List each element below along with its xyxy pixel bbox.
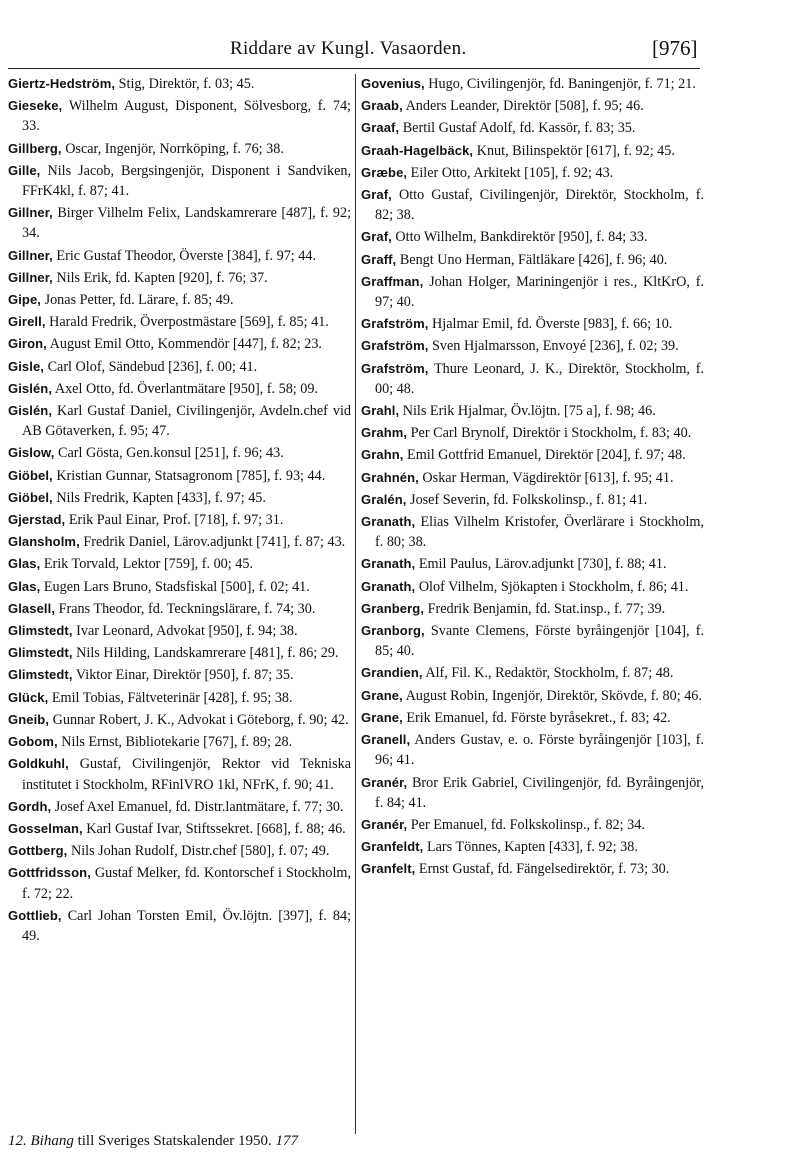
register-entry <box>8 599 351 619</box>
entry-text: Frans Theodor, fd. Teckningslärare, f. 74; 30. <box>58 600 316 617</box>
entry-name: Gralén, <box>361 491 407 507</box>
page-footer <box>8 1133 298 1150</box>
register-entry <box>8 312 351 332</box>
register-entry <box>8 246 351 266</box>
left-column <box>8 74 351 948</box>
entry-name: Grahnén, <box>361 469 419 485</box>
entry-text: Bertil Gustaf Adolf, fd. Kassör, f. 83; 35. <box>402 120 636 137</box>
entry-name: Grahl, <box>361 403 400 419</box>
register-entry <box>8 161 351 201</box>
entry-text: Karl Gustaf Daniel, Civilingenjör, Avdeln.chef vid AB Götaverken, f. 95; 47. <box>22 403 351 440</box>
entry-name: Glas, <box>8 578 41 594</box>
entry-text: Nils Johan Rudolf, Distr.chef [580], f. 07; 49. <box>70 843 330 860</box>
entry-name: Govenius, <box>361 76 425 91</box>
register-entry <box>8 554 351 574</box>
register-entry <box>8 510 351 530</box>
entry-text: Per Carl Brynolf, Direktör i Stockholm, f. 83; 40. <box>410 425 692 442</box>
entry-text: Otto Wilhelm, Bankdirektör [950], f. 84; 33. <box>395 229 648 246</box>
entry-text: Kristian Gunnar, Statsagronom [785], f. 93; 44. <box>56 467 326 484</box>
entry-text: August Emil Otto, Kommendör [447], f. 82; 23. <box>49 336 322 353</box>
entry-text: Ivar Leonard, Advokat [950], f. 94; 38. <box>76 623 298 640</box>
register-entry <box>361 554 704 574</box>
entry-name: Graaf, <box>361 120 400 136</box>
entry-text: Harald Fredrik, Överpostmästare [569], f. 85; 41. <box>49 314 329 331</box>
entry-name: Graffman, <box>361 273 424 289</box>
entry-name: Grahm, <box>361 425 408 441</box>
register-entry <box>361 163 704 183</box>
entry-text: Wilhelm August, Disponent, Sölvesborg, f. 74; 33. <box>22 98 351 135</box>
entry-text: Emil Gottfrid Emanuel, Direktör [204], f. 97; 48. <box>407 447 686 464</box>
entry-name: Grafström, <box>361 316 429 332</box>
entry-name: Gobom, <box>8 734 58 750</box>
entry-text: Eugen Lars Bruno, Stadsfiskal [500], f. 02; 41. <box>43 578 310 595</box>
entry-name: Girell, <box>8 314 46 330</box>
entry-text: Gunnar Robert, J. K., Advokat i Göteborg, f. 90; 42. <box>52 711 349 728</box>
register-entry <box>361 663 704 683</box>
entry-text: Hjalmar Emil, fd. Överste [983], f. 66; 10. <box>432 316 673 333</box>
register-entry <box>8 334 351 354</box>
entry-name: Græbe, <box>361 164 408 180</box>
entry-name: Grafström, <box>361 338 429 354</box>
register-entry <box>361 859 704 879</box>
entry-text: Lars Tönnes, Kapten [433], f. 92; 38. <box>426 839 638 856</box>
entry-name: Glück, <box>8 689 49 705</box>
register-entry <box>8 732 351 752</box>
entry-name: Gipe, <box>8 292 42 308</box>
register-entry <box>8 665 351 685</box>
entry-text: Bror Erik Gabriel, Civilingenjör, fd. Byråingenjör, f. 84; 41. <box>375 774 704 811</box>
register-entry <box>361 227 704 247</box>
register-entry <box>361 401 704 421</box>
register-entry <box>361 185 704 225</box>
register-entry <box>361 577 704 597</box>
register-entry <box>361 773 704 813</box>
entry-text: Hugo, Civilingenjör, fd. Baningenjör, f. 71; 21. <box>428 76 696 92</box>
entry-text: Carl Olof, Sändebud [236], f. 00; 41. <box>47 358 258 375</box>
entry-text: Birger Vilhelm Felix, Landskamrerare [487], f. 92; 34. <box>22 205 352 242</box>
register-entry <box>361 599 704 619</box>
entry-text: Eiler Otto, Arkitekt [105], f. 92; 43. <box>410 164 614 181</box>
register-entry <box>8 754 351 794</box>
entry-name: Grahn, <box>361 447 404 463</box>
entry-text: Bengt Uno Herman, Fältläkare [426], f. 96; 40. <box>399 251 668 268</box>
entry-name: Giöbel, <box>8 489 53 505</box>
register-entry <box>361 336 704 356</box>
register-entry <box>8 710 351 730</box>
entry-text: Viktor Einar, Direktör [950], f. 87; 35. <box>75 667 294 684</box>
entry-text: Ernst Gustaf, fd. Fängelsedirektör, f. 73; 30. <box>418 861 670 878</box>
register-entry <box>361 272 704 312</box>
entry-text: Erik Emanuel, fd. Förste byråsekret., f. 83; 42. <box>406 709 671 726</box>
register-entry <box>8 268 351 288</box>
entry-name: Granath, <box>361 514 416 530</box>
entry-text: Gustaf Melker, fd. Kontorschef i Stockholm, f. 72; 22. <box>22 865 352 902</box>
entry-text: Emil Tobias, Fältveterinär [428], f. 95; 38. <box>51 689 293 706</box>
register-entry <box>8 466 351 486</box>
entry-text: Oscar, Ingenjör, Norrköping, f. 76; 38. <box>65 140 284 157</box>
entry-name: Gosselman, <box>8 820 83 836</box>
register-entry <box>8 688 351 708</box>
register-entry <box>361 837 704 857</box>
register-entry <box>8 203 351 243</box>
entry-text: Oskar Herman, Vägdirektör [613], f. 95; 41. <box>422 469 674 486</box>
entry-text: Erik Paul Einar, Prof. [718], f. 97; 31. <box>68 512 284 529</box>
entry-name: Gillner, <box>8 269 53 285</box>
entry-text: Nils Fredrik, Kapten [433], f. 97; 45. <box>56 489 266 506</box>
register-entry <box>8 577 351 597</box>
entry-name: Gillberg, <box>8 140 62 156</box>
entry-name: Granath, <box>361 556 416 572</box>
entry-name: Granér, <box>361 816 408 832</box>
entry-name: Gordh, <box>8 798 52 814</box>
entry-name: Giöbel, <box>8 467 53 483</box>
register-entry <box>8 443 351 463</box>
register-entry <box>361 96 704 116</box>
register-entry <box>8 74 351 94</box>
entry-text: Josef Severin, fd. Folkskolinsp., f. 81; 41. <box>410 491 648 508</box>
entry-name: Glas, <box>8 556 41 572</box>
entry-text: Erik Torvald, Lektor [759], f. 00; 45. <box>43 556 253 573</box>
entry-text: Nils Erik Hjalmar, Öv.löjtn. [75 a], f. 98; 46. <box>402 403 656 420</box>
register-entry <box>8 621 351 641</box>
entry-text: Sven Hjalmarsson, Envoyé [236], f. 02; 39. <box>432 338 679 355</box>
register-entry <box>8 906 351 946</box>
entry-name: Glimstedt, <box>8 645 73 661</box>
entry-name: Gneib, <box>8 711 50 727</box>
register-entry <box>361 423 704 443</box>
entry-text: Svante Clemens, Förste byråingenjör [104], f. 85; 40. <box>375 623 704 660</box>
entry-text: Nils Erik, fd. Kapten [920], f. 76; 37. <box>56 269 268 286</box>
entry-name: Gieseke, <box>8 98 63 114</box>
entry-name: Grafström, <box>361 360 429 376</box>
entry-name: Glasell, <box>8 600 56 616</box>
entry-name: Gille, <box>8 162 41 178</box>
register-entry <box>361 314 704 334</box>
entry-text: Per Emanuel, fd. Folkskolinsp., f. 82; 34. <box>410 816 645 833</box>
register-entry <box>8 643 351 663</box>
right-column <box>361 74 704 882</box>
register-entry <box>361 118 704 138</box>
footer-bihang: Bihang <box>30 1133 74 1149</box>
register-entry <box>361 250 704 270</box>
register-entry <box>8 488 351 508</box>
entry-text: Elias Vilhelm Kristofer, Överlärare i Stockholm, f. 80; 38. <box>375 514 704 551</box>
entry-text: August Robin, Ingenjör, Direktör, Skövde, f. 80; 46. <box>405 687 702 704</box>
entry-name: Gislén, <box>8 380 53 396</box>
entry-text: Jonas Petter, fd. Lärare, f. 85; 49. <box>44 292 234 309</box>
entry-name: Gisle, <box>8 358 45 374</box>
entry-text: Carl Gösta, Gen.konsul [251], f. 96; 43. <box>58 445 284 462</box>
entry-name: Gjerstad, <box>8 512 66 528</box>
entry-text: Stig, Direktör, f. 03; 45. <box>118 76 255 92</box>
entry-name: Graab, <box>361 98 403 114</box>
column-divider <box>355 74 356 1134</box>
entry-text: Fredrik Benjamin, fd. Stat.insp., f. 77; 39. <box>427 600 666 617</box>
entry-name: Graff, <box>361 251 397 267</box>
register-entry <box>361 621 704 661</box>
register-entry <box>8 532 351 552</box>
register-entry <box>361 815 704 835</box>
entry-name: Granberg, <box>361 600 425 616</box>
register-entry <box>8 357 351 377</box>
entry-name: Goldkuhl, <box>8 756 69 772</box>
entry-text: Alf, Fil. K., Redaktör, Stockholm, f. 87; 48. <box>425 665 674 682</box>
entry-name: Grandien, <box>361 665 423 681</box>
entry-text: Johan Holger, Mariningenjör i res., KltKrO, f. 97; 40. <box>375 273 705 311</box>
register-entry <box>361 490 704 510</box>
entry-text: Carl Johan Torsten Emil, Öv.löjtn. [397], f. 84; 49. <box>22 907 352 944</box>
register-entry <box>8 401 351 441</box>
page-header <box>0 36 792 66</box>
register-entry <box>361 141 704 161</box>
entry-name: Graf, <box>361 229 392 245</box>
entry-name: Grane, <box>361 709 403 725</box>
entry-name: Glansholm, <box>8 534 80 550</box>
entry-text: Gustaf, Civilingenjör, Rektor vid Tekniska institutet i Stockholm, RFinlVRO 1kl, NFrK, f. 90; 41. <box>22 756 352 793</box>
register-entry <box>8 841 351 861</box>
entry-name: Gillner, <box>8 205 53 221</box>
entry-text: Knut, Bilinspektör [617], f. 92; 45. <box>476 142 675 159</box>
entry-text: Eric Gustaf Theodor, Överste [384], f. 97; 44. <box>56 247 317 264</box>
entry-text: Nils Ernst, Bibliotekarie [767], f. 89; 28. <box>61 734 293 751</box>
register-entry <box>8 797 351 817</box>
entry-text: Fredrik Daniel, Lärov.adjunkt [741], f. 87; 43. <box>83 534 346 551</box>
entry-text: Olof Vilhelm, Sjökapten i Stockholm, f. 86; 41. <box>418 578 689 595</box>
register-entry <box>8 139 351 159</box>
register-entry <box>361 686 704 706</box>
entry-name: Gillner, <box>8 247 53 263</box>
footer-sheet: 12. <box>8 1133 27 1149</box>
entry-name: Gislén, <box>8 403 53 419</box>
entry-text: Thure Leonard, J. K., Direktör, Stockholm, f. 00; 48. <box>375 360 705 397</box>
entry-name: Graf, <box>361 187 392 203</box>
entry-name: Grane, <box>361 687 403 703</box>
footer-text: till Sveriges Statskalender 1950. <box>73 1133 272 1149</box>
register-entry <box>8 819 351 839</box>
entry-name: Granfelt, <box>361 861 416 877</box>
entry-text: Anders Gustav, e. o. Förste byråingenjör [103], f. 96; 41. <box>375 732 704 769</box>
entry-name: Giertz-Hedström, <box>8 76 116 91</box>
header-rule <box>8 68 700 69</box>
entry-name: Gottlieb, <box>8 907 62 923</box>
entry-name: Gottfridsson, <box>8 865 91 881</box>
register-entry <box>8 379 351 399</box>
entry-name: Graah-Hagelbäck, <box>361 142 474 158</box>
register-entry <box>361 730 704 770</box>
entry-name: Gottberg, <box>8 843 68 859</box>
entry-text: Josef Axel Emanuel, fd. Distr.lantmätare, f. 77; 30. <box>54 798 344 815</box>
entry-text: Nils Jacob, Bergsingenjör, Disponent i Sandviken, FFrK4kl, f. 87; 41. <box>22 162 352 200</box>
register-entry <box>361 445 704 465</box>
register-entry <box>361 512 704 552</box>
register-entry <box>361 468 704 488</box>
entry-name: Granborg, <box>361 623 425 639</box>
register-entry <box>361 74 704 94</box>
entry-name: Glimstedt, <box>8 623 73 639</box>
entry-name: Granath, <box>361 578 416 594</box>
entry-name: Gislow, <box>8 445 55 461</box>
entry-text: Emil Paulus, Lärov.adjunkt [730], f. 88; 41. <box>418 556 667 573</box>
entry-text: Otto Gustaf, Civilingenjör, Direktör, Stockholm, f. 82; 38. <box>375 187 705 224</box>
register-entry <box>361 359 704 399</box>
register-entry <box>8 290 351 310</box>
entry-name: Granér, <box>361 774 408 790</box>
register-entry <box>8 863 351 903</box>
running-title: Riddare av Kungl. Vasaorden. <box>230 38 467 59</box>
entry-text: Axel Otto, fd. Överlantmätare [950], f. 58; 09. <box>54 380 319 397</box>
entry-text: Nils Hilding, Landskamrerare [481], f. 86; 29. <box>76 645 339 662</box>
footer-page: 177 <box>275 1133 298 1149</box>
entry-name: Granfeldt, <box>361 839 424 855</box>
register-entry <box>361 708 704 728</box>
entry-text: Karl Gustaf Ivar, Stiftssekret. [668], f. 88; 46. <box>86 820 346 837</box>
entry-name: Glimstedt, <box>8 667 73 683</box>
entry-name: Granell, <box>361 732 411 748</box>
entry-text: Anders Leander, Direktör [508], f. 95; 46. <box>405 98 644 115</box>
page-number: [976] <box>652 36 698 60</box>
entry-name: Giron, <box>8 336 47 352</box>
register-entry <box>8 96 351 136</box>
